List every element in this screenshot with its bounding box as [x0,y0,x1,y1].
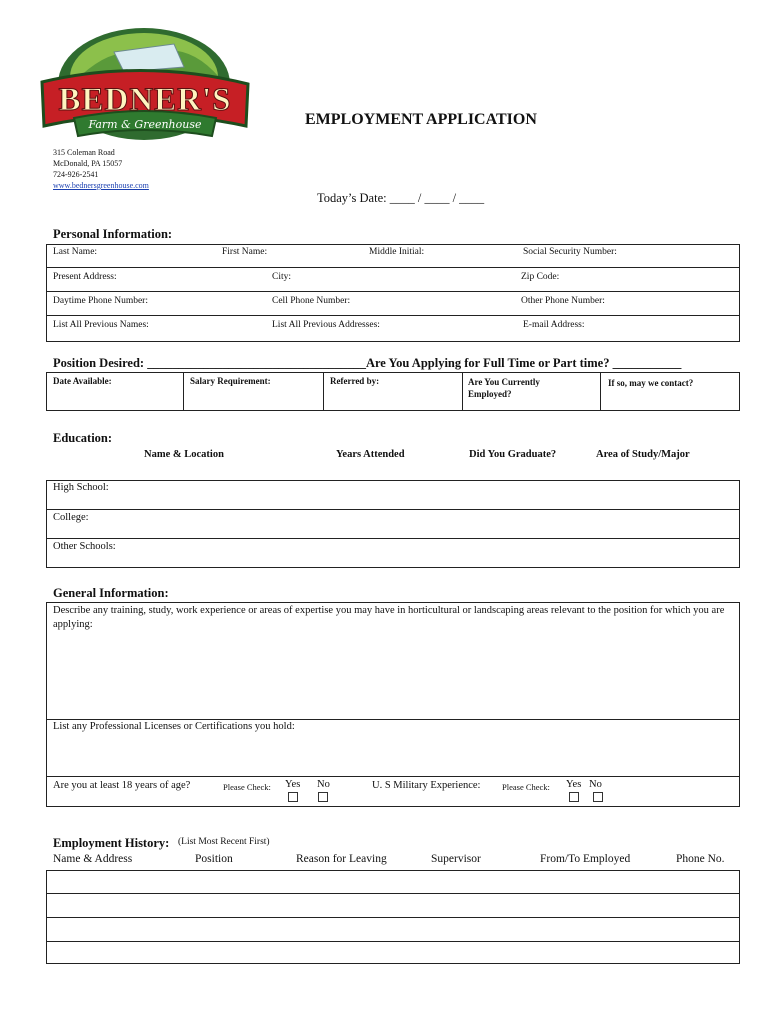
age-no-checkbox[interactable] [318,792,328,802]
last-name-field[interactable]: Last Name: [53,247,98,257]
military-yes-checkbox[interactable] [569,792,579,802]
cell-phone-field[interactable]: Cell Phone Number: [272,296,351,306]
present-address-field[interactable]: Present Address: [53,272,117,282]
edu-col-graduate: Did You Graduate? [469,449,557,460]
college-field[interactable]: College: [53,512,89,523]
education-box [46,480,740,568]
age-no-label: No [317,779,330,790]
other-phone-field[interactable]: Other Phone Number: [521,296,605,306]
company-phone: 724-926-2541 [53,170,99,179]
zip-code-field[interactable]: Zip Code: [521,272,560,282]
edu-col-area-of-study: Area of Study/Major [596,449,690,460]
age-please-check: Please Check: [223,782,271,792]
emp-col-reason-leaving: Reason for Leaving [296,853,387,865]
date-available-field[interactable]: Date Available: [53,376,112,386]
age-yes-label: Yes [285,779,301,790]
middle-initial-field[interactable]: Middle Initial: [369,247,425,257]
military-no-label: No [589,779,602,790]
military-yes-label: Yes [566,779,582,790]
edu-col-years-attended: Years Attended [336,449,405,460]
daytime-phone-field[interactable]: Daytime Phone Number: [53,296,148,306]
emp-col-supervisor: Supervisor [431,853,481,865]
previous-names-field[interactable]: List All Previous Names: [53,320,149,330]
page-title: EMPLOYMENT APPLICATION [305,111,537,128]
employment-history-heading: Employment History: [53,836,170,850]
company-logo [34,22,256,144]
personal-info-box [46,244,740,342]
employment-history-note: (List Most Recent First) [178,837,270,847]
todays-date-field[interactable]: Today’s Date: ____ / ____ / ____ [317,191,485,205]
city-field[interactable]: City: [272,272,292,282]
general-info-heading: General Information: [53,586,169,600]
military-question: U. S Military Experience: [372,780,481,791]
high-school-field[interactable]: High School: [53,482,109,493]
company-website-link[interactable]: www.bednersgreenhouse.com [53,181,149,190]
edu-col-name-location: Name & Location [144,449,224,460]
emp-col-from-to: From/To Employed [540,853,631,865]
email-field[interactable]: E-mail Address: [523,320,585,330]
emp-col-phone: Phone No. [676,853,725,865]
position-desired-heading[interactable]: Position Desired: ___________________________________Are You Applying for Full Time or Part time? ___________ [53,356,682,370]
currently-employed-field[interactable]: Are You Currently Employed? [468,377,540,399]
age-yes-checkbox[interactable] [288,792,298,802]
company-address: 315 Coleman Road [53,148,115,157]
logo-subtitle: Farm & Greenhouse [88,118,202,131]
other-schools-field[interactable]: Other Schools: [53,541,116,552]
personal-info-heading: Personal Information: [53,227,173,241]
first-name-field[interactable]: First Name: [222,247,268,257]
may-we-contact-field[interactable]: If so, may we contact? [608,378,694,388]
ssn-field[interactable]: Social Security Number: [523,247,617,257]
referred-by-field[interactable]: Referred by: [330,376,380,386]
company-city: McDonald, PA 15057 [53,159,123,168]
licenses-field[interactable]: List any Professional Licenses or Certifications you hold: [53,721,295,732]
education-heading: Education: [53,431,113,445]
logo-name: BEDNER'S [58,82,232,118]
military-please-check: Please Check: [502,782,550,792]
salary-requirement-field[interactable]: Salary Requirement: [190,376,271,386]
previous-addresses-field[interactable]: List All Previous Addresses: [272,320,380,330]
describe-training-field[interactable]: Describe any training, study, work experience or areas of expertise you may have in horticultural or landscaping areas relevant to the position for which you are applying: [53,605,725,630]
emp-col-position: Position [195,853,233,865]
military-no-checkbox[interactable] [593,792,603,802]
emp-col-name-address: Name & Address [53,853,133,865]
age-question: Are you at least 18 years of age? [53,780,191,791]
